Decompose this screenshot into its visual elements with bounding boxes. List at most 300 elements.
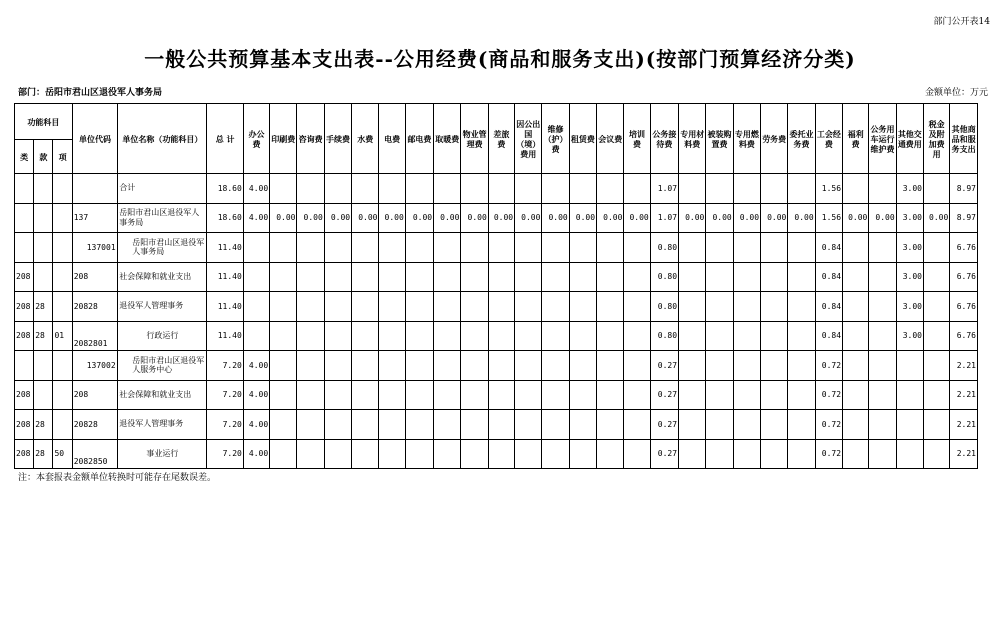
amount-cell	[542, 292, 569, 322]
lei-cell: 208	[15, 292, 34, 322]
amount-cell	[788, 321, 815, 351]
expense-col-header: 其他交通费用	[896, 104, 923, 174]
amount-cell	[542, 174, 569, 204]
amount-cell: 0.27	[650, 439, 678, 469]
amount-cell	[843, 380, 869, 410]
amount-cell: 0.00	[324, 203, 351, 233]
amount-cell: 0.27	[650, 351, 678, 381]
xiang-header: 项	[53, 140, 72, 174]
amount-cell	[706, 233, 733, 263]
amount-cell	[405, 292, 433, 322]
expense-col-header: 租赁费	[569, 104, 596, 174]
amount-cell: 0.27	[650, 410, 678, 440]
amount-cell: 6.76	[950, 233, 978, 263]
unit-code-header: 单位代码	[72, 104, 118, 174]
table-row	[15, 203, 978, 233]
amount-cell	[923, 439, 949, 469]
kuan-cell	[34, 380, 53, 410]
amount-cell	[761, 174, 788, 204]
amount-cell: 4.00	[243, 410, 269, 440]
amount-cell	[843, 174, 869, 204]
amount-cell	[515, 321, 542, 351]
table-row	[15, 321, 978, 351]
amount-cell	[733, 233, 760, 263]
amount-cell	[733, 321, 760, 351]
amount-cell: 0.00	[379, 203, 405, 233]
amount-cell	[679, 380, 706, 410]
amount-cell	[597, 321, 624, 351]
amount-cell	[488, 410, 514, 440]
amount-cell	[297, 321, 324, 351]
total-cell: 7.20	[207, 439, 243, 469]
amount-cell	[461, 174, 488, 204]
amount-cell	[624, 439, 650, 469]
amount-cell	[297, 292, 324, 322]
kuan-cell: 28	[34, 292, 53, 322]
amount-cell	[461, 380, 488, 410]
amount-cell	[542, 351, 569, 381]
amount-cell	[679, 321, 706, 351]
amount-cell	[733, 262, 760, 292]
amount-cell	[597, 292, 624, 322]
amount-cell	[597, 174, 624, 204]
unit-name-cell: 社会保障和就业支出	[118, 380, 207, 410]
amount-cell	[270, 439, 297, 469]
amount-cell	[624, 262, 650, 292]
amount-cell	[488, 233, 514, 263]
unit-name-cell: 退役军人管理事务	[118, 292, 207, 322]
amount-cell	[733, 351, 760, 381]
amount-cell	[515, 351, 542, 381]
amount-cell	[624, 351, 650, 381]
amount-cell	[597, 439, 624, 469]
amount-cell	[761, 292, 788, 322]
amount-cell	[569, 410, 596, 440]
amount-cell	[434, 410, 461, 440]
amount-cell: 0.00	[542, 203, 569, 233]
amount-cell	[515, 233, 542, 263]
expense-col-header: 委托业务费	[788, 104, 815, 174]
amount-cell	[679, 292, 706, 322]
amount-cell	[706, 351, 733, 381]
amount-cell	[788, 380, 815, 410]
amount-cell: 4.00	[243, 174, 269, 204]
kuan-cell	[34, 233, 53, 263]
amount-cell	[733, 174, 760, 204]
expense-col-header: 工会经费	[815, 104, 842, 174]
amount-cell	[434, 351, 461, 381]
amount-cell	[788, 410, 815, 440]
amount-cell: 2.21	[950, 410, 978, 440]
amount-cell	[461, 321, 488, 351]
amount-cell	[461, 439, 488, 469]
lei-cell: 208	[15, 439, 34, 469]
amount-cell	[379, 380, 405, 410]
amount-cell	[706, 262, 733, 292]
amount-cell	[515, 439, 542, 469]
expense-col-header: 公务用车运行维护费	[869, 104, 896, 174]
amount-cell	[324, 380, 351, 410]
amount-cell	[270, 262, 297, 292]
amount-cell	[788, 233, 815, 263]
amount-cell	[788, 174, 815, 204]
amount-cell	[733, 292, 760, 322]
amount-cell	[324, 233, 351, 263]
amount-cell	[515, 292, 542, 322]
kuan-header: 款	[34, 140, 53, 174]
department-label: 部门：岳阳市君山区退役军人事务局	[18, 88, 163, 98]
expense-col-header: 维修（护）费	[542, 104, 569, 174]
amount-cell	[352, 262, 379, 292]
amount-cell	[270, 292, 297, 322]
table-row	[15, 439, 978, 469]
total-cell: 7.20	[207, 351, 243, 381]
amount-cell	[297, 439, 324, 469]
amount-cell	[379, 174, 405, 204]
amount-cell	[597, 351, 624, 381]
kuan-cell: 28	[34, 410, 53, 440]
expense-col-header: 手续费	[324, 104, 351, 174]
amount-cell	[733, 439, 760, 469]
amount-cell: 0.72	[815, 380, 842, 410]
total-cell: 11.40	[207, 321, 243, 351]
amount-cell	[405, 233, 433, 263]
amount-cell	[243, 233, 269, 263]
amount-cell	[270, 233, 297, 263]
amount-cell: 3.00	[896, 292, 923, 322]
amount-cell: 1.56	[815, 203, 842, 233]
amount-cell: 0.80	[650, 321, 678, 351]
amount-cell	[324, 262, 351, 292]
amount-cell	[788, 351, 815, 381]
amount-cell: 0.84	[815, 292, 842, 322]
expense-col-header: 专用材料费	[679, 104, 706, 174]
amount-cell	[297, 380, 324, 410]
amount-cell	[461, 262, 488, 292]
xiang-cell	[53, 292, 72, 322]
amount-cell	[869, 439, 896, 469]
kuan-cell	[34, 203, 53, 233]
amount-cell	[379, 410, 405, 440]
amount-cell	[324, 174, 351, 204]
amount-cell	[243, 292, 269, 322]
amount-cell	[923, 321, 949, 351]
amount-cell	[488, 439, 514, 469]
amount-cell: 0.00	[843, 203, 869, 233]
amount-cell	[405, 380, 433, 410]
amount-cell	[869, 262, 896, 292]
amount-cell: 0.00	[461, 203, 488, 233]
amount-cell	[843, 292, 869, 322]
amount-cell: 6.76	[950, 262, 978, 292]
amount-cell	[597, 233, 624, 263]
expense-col-header: 其他商品和服务支出	[950, 104, 978, 174]
expense-col-header: 水费	[352, 104, 379, 174]
amount-cell: 0.00	[488, 203, 514, 233]
amount-cell	[488, 292, 514, 322]
amount-cell: 0.00	[869, 203, 896, 233]
total-cell: 7.20	[207, 380, 243, 410]
lei-cell	[15, 203, 34, 233]
amount-cell: 0.84	[815, 233, 842, 263]
amount-cell	[597, 410, 624, 440]
amount-cell: 0.84	[815, 262, 842, 292]
lei-cell	[15, 351, 34, 381]
amount-cell	[297, 410, 324, 440]
amount-cell	[542, 262, 569, 292]
unit-name-cell: 岳阳市君山区退役军人服务中心	[118, 351, 207, 381]
amount-cell	[869, 410, 896, 440]
amount-cell	[352, 292, 379, 322]
total-header: 总 计	[207, 104, 243, 174]
amount-cell: 0.00	[270, 203, 297, 233]
amount-cell	[405, 321, 433, 351]
amount-cell	[869, 233, 896, 263]
amount-cell: 1.56	[815, 174, 842, 204]
amount-cell: 4.00	[243, 439, 269, 469]
unit-name-cell: 行政运行	[118, 321, 207, 351]
func-subject-header: 功能科目	[15, 104, 73, 140]
expense-col-header: 劳务费	[761, 104, 788, 174]
amount-cell	[569, 380, 596, 410]
amount-cell	[624, 410, 650, 440]
amount-cell	[679, 439, 706, 469]
amount-cell: 4.00	[243, 380, 269, 410]
amount-cell: 0.80	[650, 233, 678, 263]
amount-cell	[515, 380, 542, 410]
amount-cell	[706, 292, 733, 322]
kuan-cell: 28	[34, 439, 53, 469]
amount-cell	[297, 233, 324, 263]
amount-cell: 0.00	[761, 203, 788, 233]
amount-cell	[461, 410, 488, 440]
amount-cell	[270, 174, 297, 204]
amount-cell	[488, 380, 514, 410]
amount-cell	[923, 292, 949, 322]
amount-cell	[488, 174, 514, 204]
amount-cell	[761, 380, 788, 410]
amount-cell	[706, 321, 733, 351]
amount-cell: 0.80	[650, 262, 678, 292]
amount-cell	[896, 410, 923, 440]
amount-cell	[488, 321, 514, 351]
amount-cell	[515, 174, 542, 204]
amount-cell	[434, 174, 461, 204]
amount-cell	[352, 410, 379, 440]
total-cell: 18.60	[207, 203, 243, 233]
amount-cell	[923, 262, 949, 292]
amount-cell	[569, 292, 596, 322]
unit-name-cell: 岳阳市君山区退役军人事务局	[118, 203, 207, 233]
xiang-cell	[53, 380, 72, 410]
table-row	[15, 351, 978, 381]
amount-cell	[761, 233, 788, 263]
amount-cell	[843, 439, 869, 469]
unit-code-cell: 20828	[72, 292, 118, 322]
amount-cell	[352, 380, 379, 410]
amount-cell	[706, 410, 733, 440]
amount-cell	[624, 233, 650, 263]
xiang-cell: 50	[53, 439, 72, 469]
expense-col-header: 邮电费	[405, 104, 433, 174]
lei-cell	[15, 174, 34, 204]
amount-cell	[569, 351, 596, 381]
amount-cell: 4.00	[243, 203, 269, 233]
amount-cell	[379, 233, 405, 263]
amount-cell	[324, 321, 351, 351]
amount-cell	[733, 380, 760, 410]
amount-cell	[515, 410, 542, 440]
table-row	[15, 262, 978, 292]
amount-cell: 0.00	[597, 203, 624, 233]
amount-cell	[297, 174, 324, 204]
amount-cell: 2.21	[950, 351, 978, 381]
xiang-cell	[53, 351, 72, 381]
kuan-cell	[34, 174, 53, 204]
unit-name-cell: 岳阳市君山区退役军人事务局	[118, 233, 207, 263]
expense-col-header: 差旅费	[488, 104, 514, 174]
table-row	[15, 174, 978, 204]
unit-code-cell: 137001	[72, 233, 118, 263]
amount-cell	[679, 410, 706, 440]
amount-cell: 6.76	[950, 321, 978, 351]
amount-cell	[270, 410, 297, 440]
amount-cell	[352, 439, 379, 469]
amount-cell	[379, 321, 405, 351]
amount-cell: 3.00	[896, 321, 923, 351]
amount-cell	[379, 351, 405, 381]
amount-cell	[569, 174, 596, 204]
amount-cell	[297, 262, 324, 292]
table-number-label: 部门公开表14	[933, 17, 990, 27]
amount-cell: 4.00	[243, 351, 269, 381]
amount-cell: 1.07	[650, 174, 678, 204]
amount-cell	[352, 233, 379, 263]
amount-cell: 0.00	[733, 203, 760, 233]
expense-col-header: 会议费	[597, 104, 624, 174]
amount-cell	[461, 292, 488, 322]
amount-cell	[569, 321, 596, 351]
lei-cell: 208	[15, 380, 34, 410]
kuan-cell: 28	[34, 321, 53, 351]
unit-code-cell: 137002	[72, 351, 118, 381]
table-row	[15, 410, 978, 440]
total-cell: 11.40	[207, 233, 243, 263]
amount-cell	[434, 292, 461, 322]
total-cell: 11.40	[207, 262, 243, 292]
amount-cell	[706, 380, 733, 410]
amount-cell	[569, 262, 596, 292]
amount-cell: 0.00	[405, 203, 433, 233]
xiang-cell	[53, 410, 72, 440]
amount-cell: 2.21	[950, 380, 978, 410]
unit-name-cell: 退役军人管理事务	[118, 410, 207, 440]
amount-cell	[761, 321, 788, 351]
unit-name-cell: 社会保障和就业支出	[118, 262, 207, 292]
xiang-cell	[53, 203, 72, 233]
amount-cell: 0.72	[815, 410, 842, 440]
amount-cell	[843, 233, 869, 263]
amount-cell: 0.80	[650, 292, 678, 322]
amount-cell	[788, 439, 815, 469]
expenditure-table	[14, 103, 978, 469]
amount-cell	[243, 262, 269, 292]
amount-cell	[270, 351, 297, 381]
amount-cell	[324, 410, 351, 440]
expense-col-header: 印刷费	[270, 104, 297, 174]
amount-unit-label: 金额单位：万元	[924, 88, 988, 98]
amount-cell	[243, 321, 269, 351]
amount-cell	[923, 233, 949, 263]
unit-code-cell: 208	[72, 380, 118, 410]
amount-cell: 8.97	[950, 174, 978, 204]
amount-cell	[542, 380, 569, 410]
amount-cell	[869, 174, 896, 204]
amount-cell	[488, 262, 514, 292]
kuan-cell	[34, 262, 53, 292]
amount-cell: 3.00	[896, 203, 923, 233]
amount-cell	[569, 233, 596, 263]
amount-cell	[324, 351, 351, 381]
expense-col-header: 被装购置费	[706, 104, 733, 174]
amount-cell: 0.00	[352, 203, 379, 233]
amount-cell	[270, 380, 297, 410]
amount-cell	[624, 174, 650, 204]
amount-cell	[869, 351, 896, 381]
amount-cell	[542, 321, 569, 351]
xiang-cell: 01	[53, 321, 72, 351]
amount-cell	[542, 233, 569, 263]
amount-cell	[542, 410, 569, 440]
amount-cell: 0.00	[569, 203, 596, 233]
kuan-cell	[34, 351, 53, 381]
amount-cell	[624, 380, 650, 410]
amount-cell	[761, 262, 788, 292]
expense-col-header: 电费	[379, 104, 405, 174]
amount-cell: 6.76	[950, 292, 978, 322]
amount-cell	[324, 439, 351, 469]
amount-cell	[869, 380, 896, 410]
amount-cell: 3.00	[896, 174, 923, 204]
lei-cell	[15, 233, 34, 263]
amount-cell	[843, 410, 869, 440]
amount-cell	[706, 439, 733, 469]
expense-col-header: 福利费	[843, 104, 869, 174]
amount-cell: 2.21	[950, 439, 978, 469]
amount-cell	[434, 439, 461, 469]
table-row	[15, 233, 978, 263]
lei-cell: 208	[15, 321, 34, 351]
amount-cell: 0.00	[624, 203, 650, 233]
amount-cell	[405, 174, 433, 204]
amount-cell	[405, 439, 433, 469]
amount-cell	[706, 174, 733, 204]
lei-header: 类	[15, 140, 34, 174]
amount-cell	[461, 233, 488, 263]
amount-cell	[542, 439, 569, 469]
amount-cell	[624, 321, 650, 351]
amount-cell	[788, 292, 815, 322]
amount-cell	[597, 380, 624, 410]
unit-code-cell: 208	[72, 262, 118, 292]
amount-cell: 0.00	[706, 203, 733, 233]
amount-cell: 0.00	[679, 203, 706, 233]
expense-col-header: 公务接待费	[650, 104, 678, 174]
amount-cell	[270, 321, 297, 351]
amount-cell: 1.07	[650, 203, 678, 233]
lei-cell: 208	[15, 262, 34, 292]
expense-col-header: 物业管理费	[461, 104, 488, 174]
